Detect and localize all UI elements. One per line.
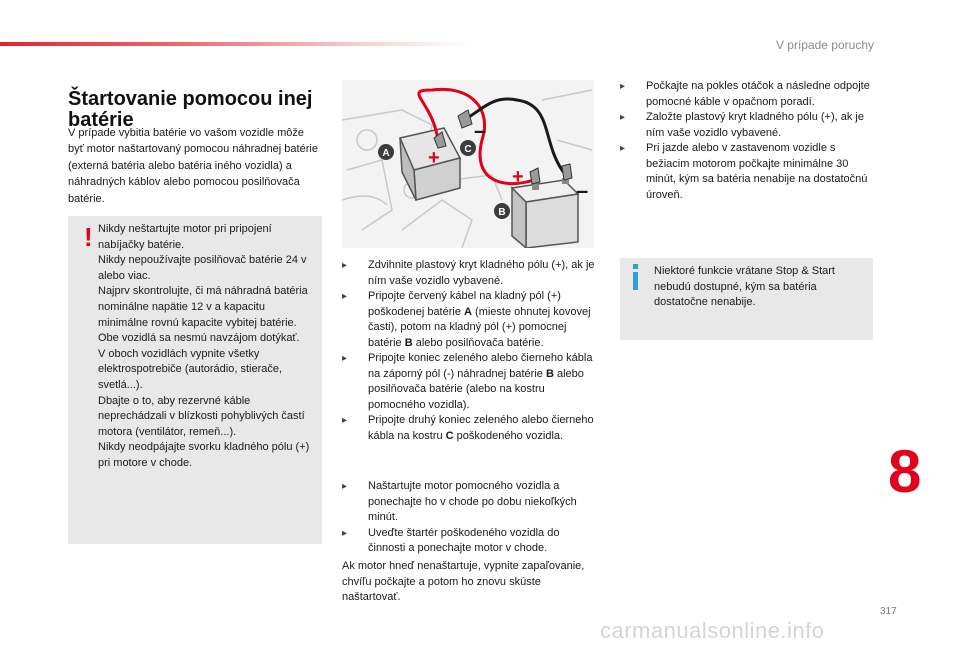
info-box	[620, 258, 873, 340]
intro-paragraph: V prípade vybitia batérie vo vašom vozidle môže byť motor naštartovaný pomocou náhradnej batérie (externá batéria alebo batéria iného vozidla) a náhradných káblov alebo pomocou posilňovača batérie.	[68, 127, 318, 205]
label-c	[460, 140, 476, 156]
info-icon	[631, 264, 640, 290]
watermark-text: carmanualsonline.info	[600, 618, 825, 643]
svg-text:C: C	[464, 144, 472, 155]
steps-list-disconnect	[620, 79, 878, 203]
step-item: ▸ Pri jazde alebo v zastavenom vozidle s bežiacim motorom počkajte minimálne 30 minút, kým sa batéria nenabije na dostatočnú úroveň.	[620, 142, 868, 201]
section-title: V prípade poruchy	[775, 38, 874, 52]
minus-sign-c: –	[474, 118, 487, 143]
steps-list-connect	[342, 258, 597, 444]
step-item: ▸ Uveďte štartér poškodeného vozidla do činnosti a ponechajte motor v chode.	[342, 526, 560, 554]
battery-b	[512, 178, 578, 248]
exclamation-icon: !	[84, 222, 93, 252]
page-title: Štartovanie pomocou inej batérie	[68, 88, 313, 132]
arrow-bullet-icon: ▸	[342, 260, 348, 271]
arrow-bullet-icon: ▸	[342, 291, 348, 302]
black-clamp-c	[458, 110, 472, 128]
label-b	[494, 203, 510, 219]
label-a	[378, 144, 394, 160]
red-clamp-b	[530, 168, 540, 184]
page-number: 317	[880, 606, 897, 617]
chapter-number: 8	[888, 438, 922, 505]
warning-box	[68, 216, 322, 544]
jump-start-illustration	[342, 80, 594, 248]
svg-text:B: B	[498, 207, 506, 218]
jump-start-diagram	[342, 80, 594, 248]
plus-sign-a: +	[428, 147, 440, 169]
step-item: ▸ Naštartujte motor pomocného vozidla a ponechajte ho v chode po dobu niekoľkých minút.	[342, 480, 577, 523]
step-item: ▸ Pripojte druhý koniec zeleného alebo čierneho kábla na kostru C poškodeného vozidla.	[342, 414, 594, 442]
warning-text: Nikdy neštartujte motor pri pripojení nabíjačky batérie. Nikdy nepoužívajte posilňovač batérie 24 v alebo viac. Najprv skontrolujte, či má náhradná batéria nominálne napätie 12 v a kapacitu minimálne rovnú kapacite vybitej batérie. Obe vozidlá sa nesmú navzájom dotýkať. V oboch vozidlách vypnite všetky elektrospotrebiče (autorádio, stierače, svetlá...). Dbajte o to, aby rezervné káble neprechádzali v blízkosti pohyblivých častí motora (ventilátor, remeň...). Nikdy neodpájajte svorku kladného pólu (+) pri motore v chode.	[98, 223, 310, 469]
step-item: ▸ Počkajte na pokles otáčok a následne odpojte pomocné káble v opačnom poradí.	[620, 80, 870, 108]
svg-text:A: A	[382, 148, 390, 159]
steps-list-start	[342, 479, 597, 557]
arrow-bullet-icon: ▸	[342, 527, 348, 539]
step-item: ▸ Pripojte koniec zeleného alebo čierneho kábla na záporný pól (-) náhradnej batérie B alebo posilňovača batérie (alebo na kostru pomocného vozidla).	[342, 352, 593, 411]
arrow-bullet-icon: ▸	[620, 112, 626, 123]
info-text: Niektoré funkcie vrátane Stop & Start nebudú dostupné, kým sa batéria dostatočne nenabije.	[654, 265, 835, 308]
plus-sign-b: +	[512, 166, 524, 188]
arrow-bullet-icon: ▸	[342, 415, 348, 426]
step-item: ▸ Založte plastový kryt kladného pólu (+), ak je ním vaše vozidlo vybavené.	[620, 111, 864, 139]
arrow-bullet-icon: ▸	[620, 143, 626, 154]
arrow-bullet-icon: ▸	[342, 481, 348, 492]
black-clamp-b	[562, 164, 572, 180]
arrow-bullet-icon: ▸	[620, 81, 626, 92]
retry-paragraph: Ak motor hneď nenaštartuje, vypnite zapaľovanie, chvíľu počkajte a potom ho znovu skúste naštartovať.	[342, 560, 585, 603]
minus-sign-b: –	[576, 178, 589, 203]
header-accent-bar	[0, 42, 470, 46]
step-item: ▸ Zdvihnite plastový kryt kladného pólu (+), ak je ním vaše vozidlo vybavené.	[342, 259, 595, 287]
step-item: ▸ Pripojte červený kábel na kladný pól (+) poškodenej batérie A (mieste ohnutej kovovej časti), potom na kladný pól (+) pomocnej batérie B alebo posilňovača batérie.	[342, 290, 591, 349]
arrow-bullet-icon: ▸	[342, 353, 348, 364]
